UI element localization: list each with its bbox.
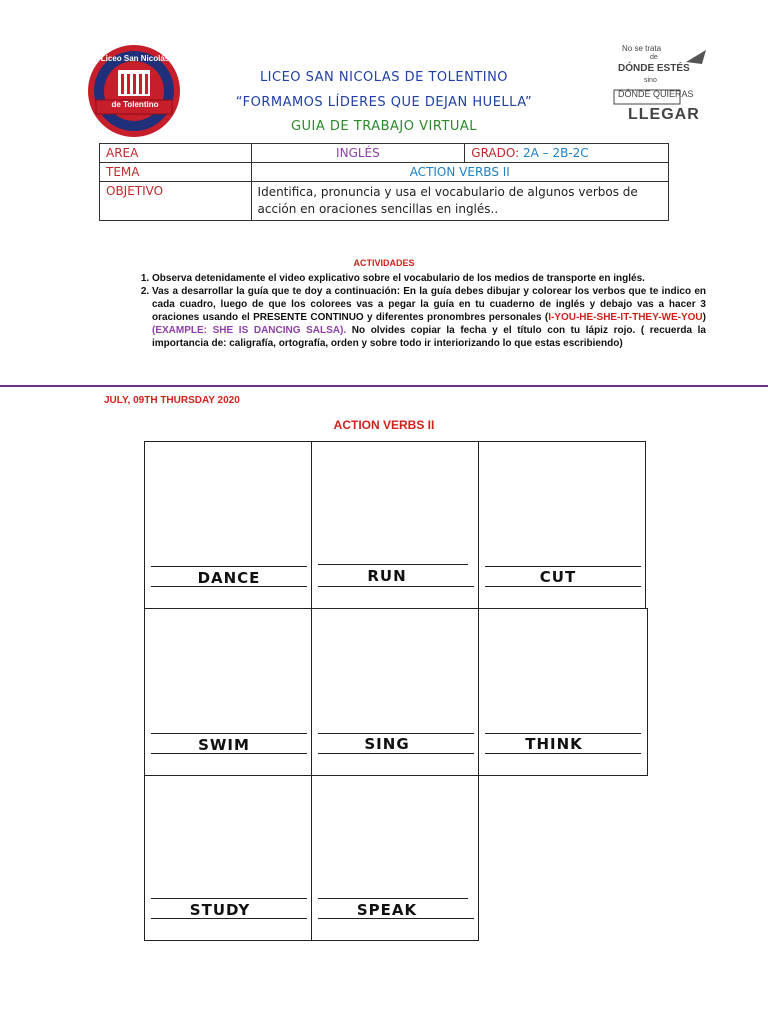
area-value: INGLÉS bbox=[251, 144, 465, 163]
verb-label-study: STUDY bbox=[189, 901, 251, 919]
verb-cell-run[interactable] bbox=[311, 441, 479, 609]
area-label: AREA bbox=[100, 144, 252, 163]
activity-item-2-text-c: No olvides copiar la fecha y el título con tu lápiz rojo. ( recuerda la importancia de: caligrafía, ortografía, orden y sobre todo ir interiorizando lo que estas escribiendo) bbox=[152, 325, 706, 349]
example-sentence: (EXAMPLE: SHE IS DANCING SALSA). bbox=[152, 325, 347, 336]
writing-line bbox=[318, 733, 474, 734]
motivational-line-3: DÓNDE ESTÉS bbox=[618, 63, 690, 74]
activity-item-2-text-b: ) bbox=[702, 312, 706, 323]
section-divider bbox=[0, 385, 768, 387]
verb-cell-dance[interactable] bbox=[144, 441, 312, 609]
writing-line bbox=[151, 898, 307, 899]
motivational-line-6: LLEGAR bbox=[628, 106, 700, 123]
info-table bbox=[99, 143, 669, 221]
verb-label-speak: SPEAK bbox=[356, 901, 418, 919]
writing-line bbox=[151, 566, 307, 567]
verb-cell-cut[interactable] bbox=[478, 441, 646, 609]
grado-value: 2A – 2B-2C bbox=[523, 146, 589, 160]
activity-item-2-text-a: Vas a desarrollar la guía que te doy a continuación: En la guía debes dibujar y colorear los verbos que te indico en cada cuadro, luego de que los colorees vas a pegar la guía en tu cuaderno de inglés y debajo vas a hacer 3 oraciones usando el PRESENTE CONTINUO y diferentes pronombres personales ( bbox=[152, 286, 706, 323]
pronouns-list: I-YOU-HE-SHE-IT-THEY-WE-YOU bbox=[548, 312, 703, 323]
verb-label-think: THINK bbox=[525, 735, 583, 753]
activities-list bbox=[108, 272, 706, 350]
activity-item-2 bbox=[152, 285, 706, 350]
activities-title: ACTIVIDADES bbox=[353, 258, 415, 268]
verb-cell-study[interactable] bbox=[144, 775, 312, 941]
verb-label-swim: SWIM bbox=[198, 736, 250, 754]
writing-line bbox=[485, 753, 641, 754]
verb-label-dance: DANCE bbox=[197, 569, 261, 587]
writing-line bbox=[318, 586, 474, 587]
verb-cell-sing[interactable] bbox=[311, 608, 479, 776]
activity-item-1: 1. Observa detenidamente el video explicativo sobre el vocabulario de los medios de transporte en inglés. bbox=[152, 272, 706, 285]
writing-line bbox=[318, 898, 468, 899]
grado-cell bbox=[465, 144, 669, 163]
school-name: LICEO SAN NICOLAS DE TOLENTINO bbox=[259, 70, 509, 85]
writing-line bbox=[485, 566, 641, 567]
tema-value: ACTION VERBS II bbox=[251, 163, 668, 182]
verb-cell-swim[interactable] bbox=[144, 608, 312, 776]
verb-label-run: RUN bbox=[367, 567, 407, 585]
worksheet-title: ACTION VERBS II bbox=[333, 418, 435, 432]
school-logo-text-top: Liceo San Nicolás bbox=[100, 54, 170, 63]
motivational-line-5: DÓNDE QUIERAS bbox=[618, 89, 694, 99]
writing-line bbox=[485, 586, 641, 587]
verb-label-cut: CUT bbox=[539, 568, 577, 586]
verb-cell-think[interactable] bbox=[478, 608, 648, 776]
writing-line bbox=[318, 564, 468, 565]
verb-cell-speak[interactable] bbox=[311, 775, 479, 941]
verb-grid bbox=[144, 441, 648, 941]
motivational-line-2: de bbox=[650, 54, 658, 61]
writing-line bbox=[318, 753, 474, 754]
verb-label-sing: SING bbox=[364, 735, 410, 753]
objetivo-value: Identifica, pronuncia y usa el vocabulario de algunos verbos de acción en oraciones sencillas en inglés.. bbox=[251, 182, 668, 221]
motivational-line-1: No se trata bbox=[622, 44, 662, 53]
guide-type: GUIA DE TRABAJO VIRTUAL bbox=[290, 119, 478, 134]
objetivo-label: OBJETIVO bbox=[100, 182, 252, 221]
tema-label: TEMA bbox=[100, 163, 252, 182]
writing-line bbox=[151, 733, 307, 734]
motivational-line-4: sino bbox=[644, 77, 657, 84]
worksheet-date: JULY, 09TH THURSDAY 2020 bbox=[104, 395, 240, 406]
school-logo-text-bottom: de Tolentino bbox=[111, 100, 159, 109]
grado-label: GRADO: bbox=[471, 146, 520, 160]
writing-line bbox=[485, 733, 641, 734]
school-motto: “FORMAMOS LÍDERES QUE DEJAN HUELLA” bbox=[235, 95, 533, 110]
